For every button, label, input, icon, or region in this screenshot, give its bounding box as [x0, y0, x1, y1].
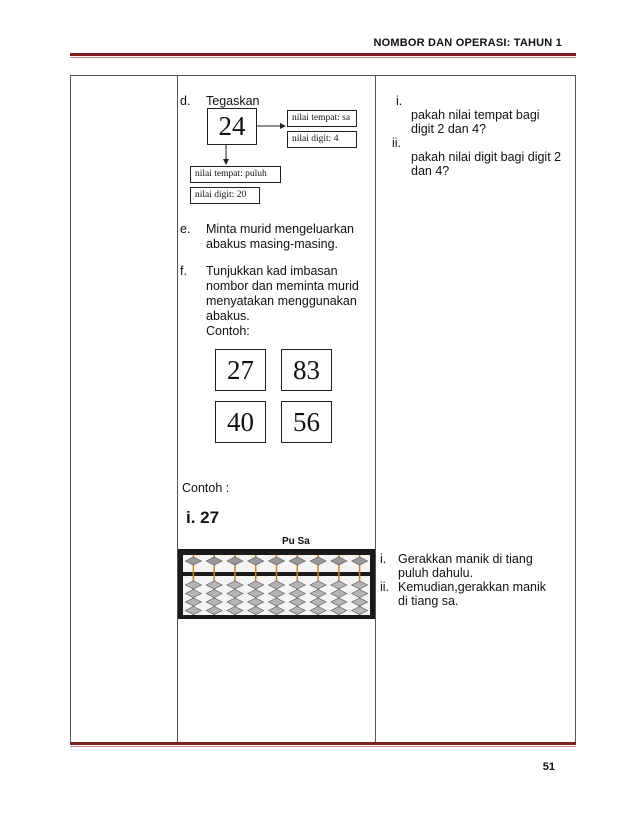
contoh-label: Contoh :: [182, 481, 230, 495]
question-2-line-2: dan 4?: [411, 164, 450, 178]
question-1-label: i.: [396, 94, 403, 108]
step-f-line-3: menyatakan menggunakan: [206, 294, 357, 308]
flash-card-56: 56: [281, 401, 332, 443]
page-header-title: NOMBOR DAN OPERASI: TAHUN 1: [373, 37, 562, 49]
abacus-illustration: [178, 549, 375, 619]
abacus-step-2-line-2: di tiang sa.: [398, 594, 459, 608]
footer-rule-thin: [70, 746, 576, 747]
place-value-puluh-box: nilai tempat: puluh: [190, 166, 281, 183]
abacus-step-2-line-1: Kemudian,gerakkan manik: [398, 580, 546, 594]
flash-card-83: 83: [281, 349, 332, 391]
digit-value-20-box: nilai digit: 20: [190, 187, 260, 204]
question-2-label: ii.: [392, 136, 402, 150]
number-24-box: 24: [207, 108, 257, 145]
digit-value-4-box: nilai digit: 4: [287, 131, 357, 148]
step-e-line-2: abakus masing-masing.: [206, 237, 339, 251]
footer-rule: [70, 742, 576, 745]
step-f-line-5: Contoh:: [206, 324, 250, 338]
abacus-step-1-line-1: Gerakkan manik di tiang: [398, 552, 533, 566]
step-d-label: d.: [180, 94, 191, 108]
step-f-label: f.: [180, 264, 187, 278]
flash-card-40: 40: [215, 401, 266, 443]
question-1-line-1: pakah nilai tempat bagi: [411, 108, 540, 122]
step-f-line-4: abakus.: [206, 309, 250, 323]
place-value-sa-box: nilai tempat: sa: [287, 110, 357, 127]
step-f-line-1: Tunjukkan kad imbasan: [206, 264, 338, 278]
example-27-label: i. 27: [186, 508, 220, 527]
abacus-rod-labels: Pu Sa: [282, 536, 310, 547]
page-number: 51: [542, 761, 555, 773]
question-1-line-2: digit 2 dan 4?: [411, 122, 487, 136]
flash-card-27: 27: [215, 349, 266, 391]
abacus-step-2-label: ii.: [380, 580, 390, 594]
step-f-line-2: nombor dan meminta murid: [206, 279, 359, 293]
step-e-line-1: Minta murid mengeluarkan: [206, 222, 354, 236]
step-d-title: Tegaskan: [206, 94, 260, 108]
step-e-label: e.: [180, 222, 191, 236]
abacus-step-1-label: i.: [380, 552, 387, 566]
question-2-line-1: pakah nilai digit bagi digit 2: [411, 150, 562, 164]
abacus-step-1-line-2: puluh dahulu.: [398, 566, 474, 580]
